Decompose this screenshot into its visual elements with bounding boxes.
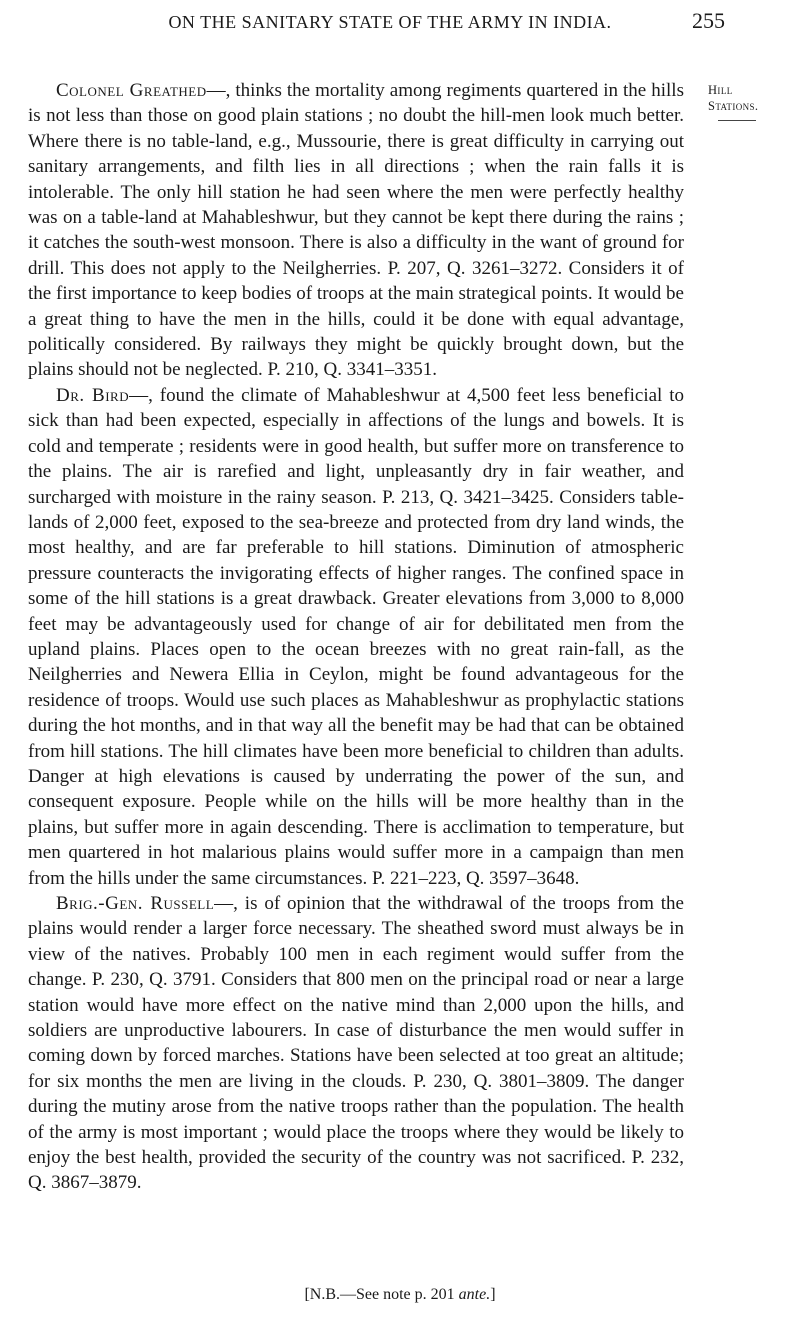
- paragraph-text: —, thinks the mortality among regiments quartered in the hills is not less than those on good plain stations ; no doubt the hill-men look much better. Where there is no table-land, e.g., Mussourie, there is great difficulty in carrying out sanitary arrangements, and filth lies in all directions ; when the rain falls it is intolerable. The only hill station he had seen where the men were perfectly healthy was on a table-land at Mahableshwur, but they cannot be kept there during the rains ; it catches the south-west monsoon. There is also a difficulty in the want of ground for drill. This does not apply to the Neilgherries. P. 207, Q. 3261–3272. Considers it of the first importance to keep bodies of troops at the main strategical points. It would be a great thing to have the men in the hills, could it be done with equal advantage, politically considered. By railways they might be quickly brought down, but the plains should not be neglected. P. 210, Q. 3341–3351.: [28, 80, 684, 381]
- margin-note: [708, 82, 794, 121]
- footnote-italic: ante.: [458, 1286, 491, 1303]
- paragraph-greathed: [28, 78, 684, 383]
- running-title: ON THE SANITARY STATE OF THE ARMY IN INDIA.: [168, 12, 612, 32]
- witness-name: Brig.-Gen. Russell: [56, 893, 215, 914]
- footnote-close: ]: [490, 1286, 496, 1303]
- paragraph-text: —, found the climate of Mahableshwur at 4,500 feet less beneficial to sick than had been expected, especially in affections of the lungs and bowels. It is cold and temperate ; residents were in good health, but suffer more on transference to the plains. The air is rarefied and light, unpleasantly dry in fair weather, and surcharged with moisture in the rainy season. P. 213, Q. 3421–3425. Considers table-lands of 2,000 feet, exposed to the sea-breeze and protected from dry land winds, the most healthy, and are far preferable to hill stations. Diminution of atmospheric pressure counteracts the invigorating effects of higher ranges. The confined space in some of the hill stations is a great drawback. Greater elevations from 3,000 to 8,000 feet may be advantageously used for change of air for debilitated men from the upland plains. Places open to the ocean breezes with no great rain-fall, as the Neilgherries and Newera Ellia in Ceylon, might be found advantageous for the residence of troops. Would use such places as Mahableshwur as prophylactic stations during the hot months, and in that way all the benefit may be had that can be obtained from hill stations. The hill climates have been more beneficial to children than adults. Danger at high elevations is caused by underrating the power of the sun, and consequent exposure. People while on the hills will be more healthy than in the plains, but suffer more in again descending. There is acclimation to temperature, but men quartered in hot malarious plains would suffer more in a campaign than men from the hills under the same circumstances. P. 221–223, Q. 3597–3648.: [28, 384, 685, 889]
- witness-name: Dr. Bird: [56, 384, 130, 406]
- margin-note-rule: [718, 120, 756, 121]
- footnote-text: [N.B.—See note p. 201: [304, 1286, 459, 1303]
- witness-name: Colonel Greathed: [56, 80, 207, 101]
- paragraph-bird: [28, 383, 684, 891]
- footnote: [0, 1286, 800, 1304]
- margin-note-line-1: Hill: [708, 83, 733, 97]
- paragraph-text: —, is of opinion that the withdrawal of the troops from the plains would render a larger force necessary. The sheathed sword must always be in view of the natives. Probably 100 men in each regiment would suffer from the change. P. 230, Q. 3791. Considers that 800 men on the principal road or near a large station would have more effect on the native mind than 2,000 upon the hills, and soldiers are unproductive labourers. In case of disturbance the men would suffer in coming down by forced marches. Stations have been selected at too great an altitude; for six months the men are living in the clouds. P. 230, Q. 3801–3809. The danger during the mutiny arose from the native troops rather than the population. The health of the army is most important ; would place the troops where they would be likely to enjoy the best health, provided the security of the country was not sacrificed. P. 232, Q. 3867–3879.: [28, 893, 684, 1194]
- body-text: [28, 78, 684, 1196]
- page-number: 255: [692, 8, 725, 33]
- margin-note-line-2: Stations.: [708, 99, 759, 113]
- paragraph-russell: [28, 891, 684, 1196]
